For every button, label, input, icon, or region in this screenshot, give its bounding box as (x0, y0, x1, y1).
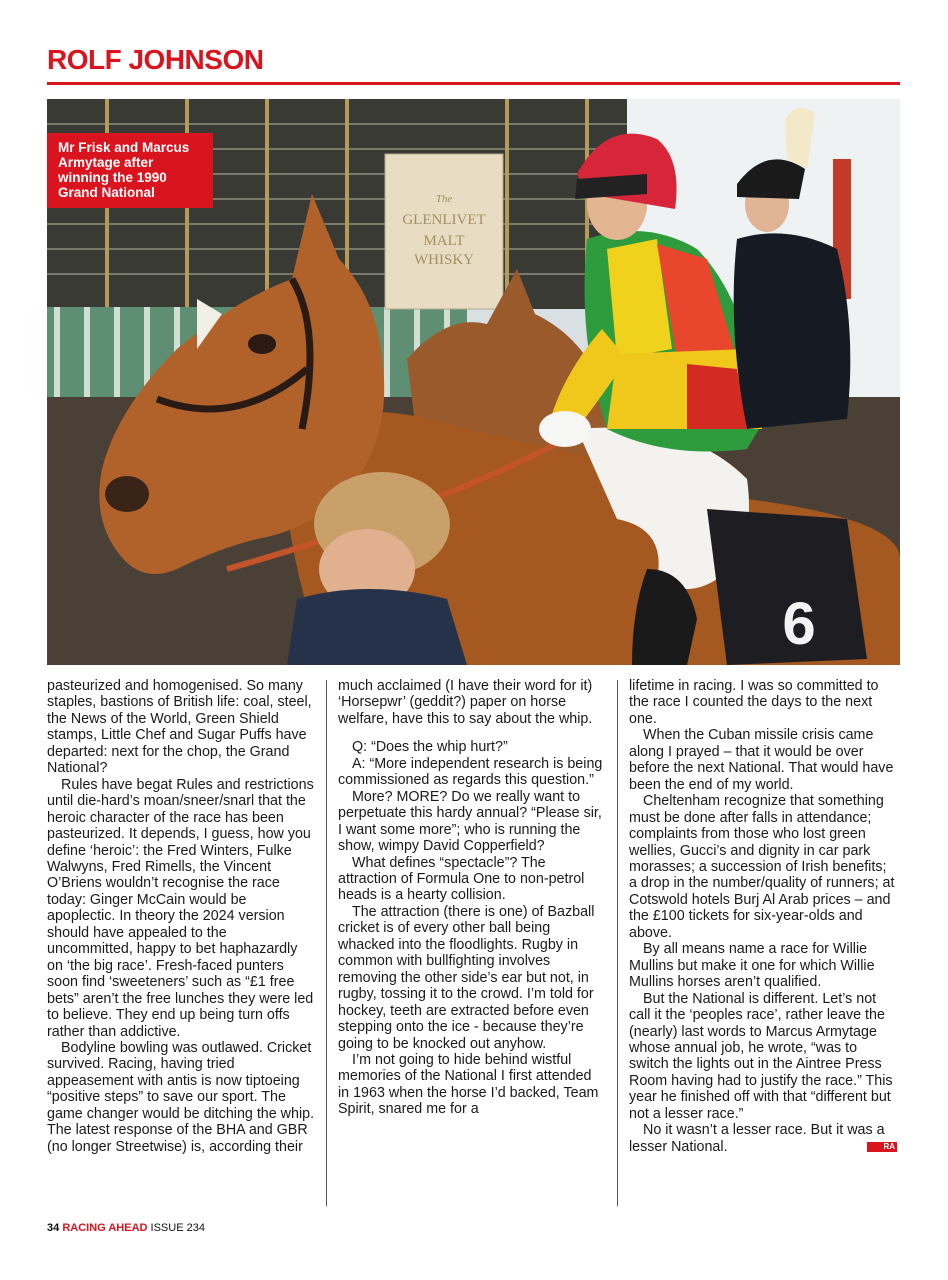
paragraph: Cheltenham recognize that something must be done after falls in attendance; complaints from those who lost green wellies, Gucci’s and dignity in car park morasses; a succession of Irish benefits; a drop in the number/quality of runners; at Cotswold hotels Burj Al Arab prices – and the £100 tickets for six-year-olds and above. (629, 793, 895, 941)
article-column-1 (47, 678, 315, 1210)
paragraph: pasteurized and homogenised. So many staples, bastions of British life: coal, steel, the News of the World, Green Shield stamps, Little Chef and Sugar Puffs have departed: next for the chop, the Grand National? (47, 678, 312, 777)
page-number: 34 (47, 1222, 60, 1234)
page-footer (47, 1222, 205, 1234)
paragraph: What defines “spectacle”? The attraction of Formula One to non-petrol heads is a hearty collision. (338, 854, 585, 904)
paragraph: More? MORE? Do we really want to perpetuate this hardy annual? “Please sir, I want some more”; who is running the show, wimpy David Copperfield? (338, 788, 602, 855)
paragraph: But the National is different. Let’s not call it the ‘peoples race’, rather leave the (nearly) last words to Marcus Armytage whose annual job, he wrote, “was to switch the lights out in the Aintree Press Room having had to justify the race.” This year he finished off with that “different but not a lesser race.” (629, 990, 893, 1122)
paragraph: Bodyline bowling was outlawed. Cricket survived. Racing, having tried appeasement with antis is now tiptoeing “positive steps” to save our sport. The game changer would be ditching the whip. The latest response of the BHA and GBR (no longer Streetwise) is, according their (47, 1039, 315, 1155)
saddle-number: 6 (782, 590, 816, 657)
author-headline: ROLF JOHNSON (47, 44, 264, 75)
photo-caption: Mr Frisk and Marcus Armytage after winning the 1990 Grand National (47, 133, 213, 208)
issue-number: ISSUE 234 (150, 1222, 205, 1234)
paragraph: Q: “Does the whip hurt?” (352, 739, 508, 756)
paragraph: Rules have begat Rules and restrictions until die-hard’s moan/sneer/snarl that the heroic character of the race has been pasteurized. It depends, I guess, how you define ‘heroic’: the Fred Winters, Fulke Walwyns, Fred Rimells, the Vincent O’Briens wouldn’t recognise the race today: Ginger McCain would be apoplectic. In theory the 2024 version should have appealed to the uncommitted, happy to bet haphazardly on ‘the big race’. Fresh-faced punters soon find ‘sweeteners’ such as “£1 free bets” aren’t the free lunches they were led to believe. They end up being turn offs rather than addictive. (47, 776, 314, 1040)
column-divider (326, 680, 327, 1206)
article-column-2 (338, 678, 606, 1210)
paragraph: The attraction (there is one) of Bazball cricket is of every other ball being whacked into the floodlights. Rugby in common with bullfighting involves removing the other side’s ear but not, in rugby, tossing it to the crowd. I’m told for hockey, teeth are extracted before even stepping onto the ice - because they’re going to be knocked out anyhow. (338, 903, 595, 1052)
sign-text-3: MALT (423, 233, 465, 249)
end-mark-badge: RA (867, 1142, 897, 1152)
column-divider (617, 680, 618, 1206)
paragraph: By all means name a race for Willie Mullins but make it one for which Willie Mullins horses aren’t qualified. (629, 941, 875, 991)
sign-text-2: GLENLIVET (402, 212, 486, 228)
final-text: No it wasn’t a lesser race. But it was a lesser National. (629, 1122, 885, 1155)
headline-rule (47, 82, 900, 85)
sign-text-1: The (435, 193, 453, 205)
magazine-name: RACING AHEAD (62, 1222, 148, 1234)
paragraph: When the Cuban missile crisis came along I prayed – that it would be over before the next National. That would have been the end of my world. (629, 727, 894, 793)
paragraph: much acclaimed (I have their word for it) ‘Horsepwr’ (geddit?) paper on horse welfare, have this to say about the whip. (338, 678, 593, 727)
sign-text-4: WHISKY (414, 252, 474, 268)
article-column-3 (629, 678, 897, 1210)
paragraph: A: “More independent research is being commissioned as regards this question.” (338, 755, 603, 789)
paragraph: I’m not going to hide behind wistful memories of the National I first attended in 1963 when the horse I’d backed, Team Spirit, snared me for a (338, 1051, 599, 1118)
paragraph-final (629, 1122, 897, 1155)
paragraph: lifetime in racing. I was so committed to the race I counted the days to the next one. (629, 678, 879, 727)
